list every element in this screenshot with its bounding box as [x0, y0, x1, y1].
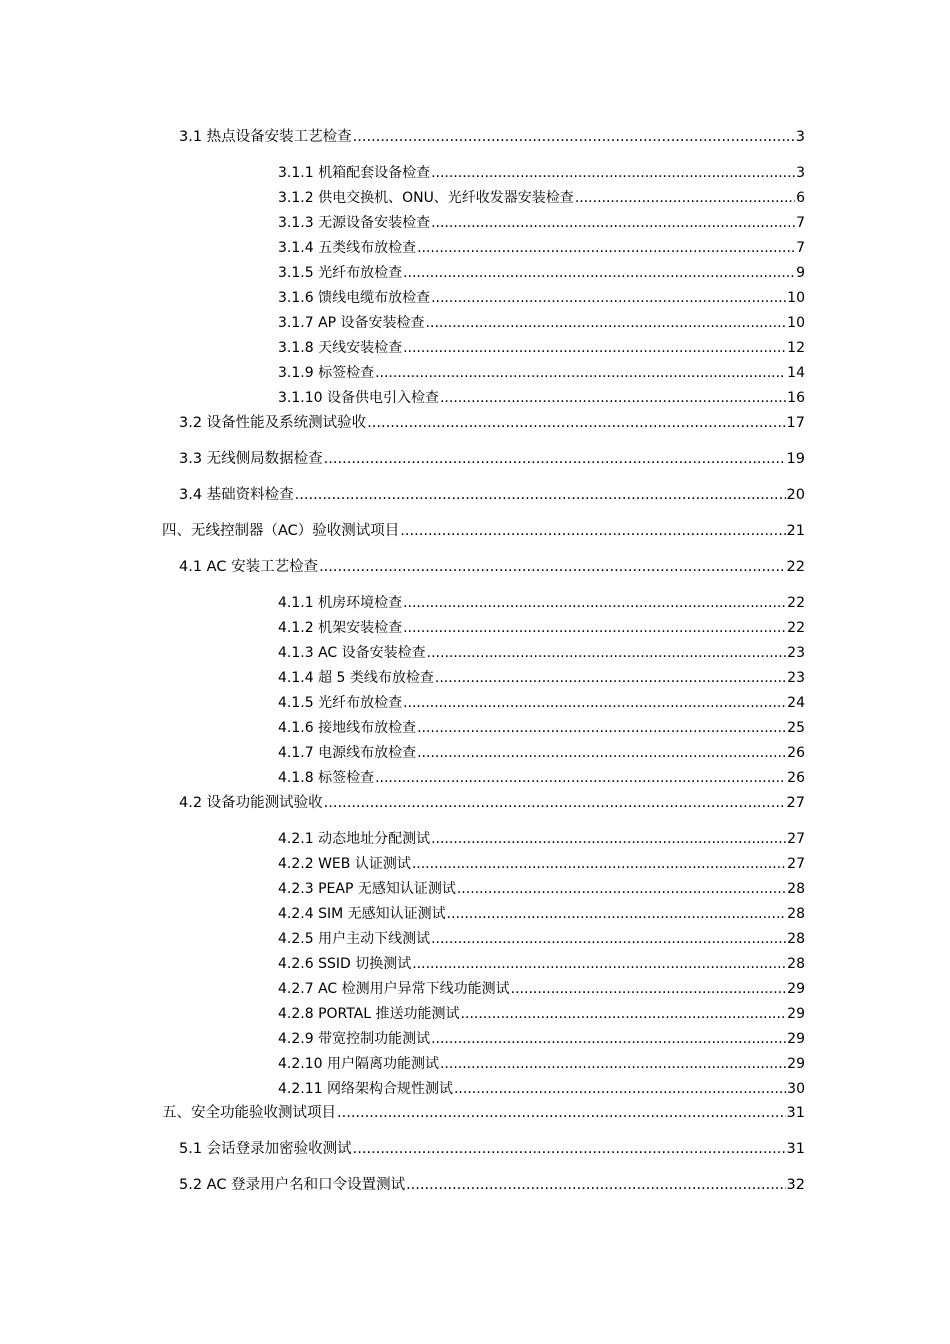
- toc-entry-title: 5.1 会话登录加密验收测试: [179, 1141, 352, 1157]
- toc-entry[interactable]: [278, 338, 805, 358]
- toc-entry-title: 4.2.3 PEAP 无感知认证测试: [278, 881, 456, 897]
- toc-entry-page: 7: [796, 240, 805, 256]
- toc-entry-page: 10: [787, 315, 805, 331]
- toc-entry[interactable]: [278, 1079, 805, 1099]
- toc-dot-leader: [440, 1054, 786, 1074]
- toc-dot-leader: [353, 127, 795, 147]
- toc-dot-leader: [337, 1103, 786, 1123]
- toc-entry-title: 4.2.4 SIM 无感知认证测试: [278, 906, 446, 922]
- toc-entry[interactable]: [278, 854, 805, 874]
- toc-entry-page: 27: [786, 795, 805, 811]
- toc-entry-title: 4.1.7 电源线布放检查: [278, 745, 417, 761]
- toc-entry-page: 3: [796, 165, 805, 181]
- toc-dot-leader: [367, 413, 785, 433]
- toc-entry-page: 7: [796, 215, 805, 231]
- toc-entry-page: 22: [787, 595, 805, 611]
- toc-dot-leader: [403, 593, 786, 613]
- toc-entry-title: 4.2.9 带宽控制功能测试: [278, 1031, 431, 1047]
- toc-entry-title: 4.2.11 网络架构合规性测试: [278, 1081, 453, 1097]
- toc-entry-title: 4.1.6 接地线布放检查: [278, 720, 417, 736]
- toc-dot-leader: [412, 954, 786, 974]
- toc-dot-leader: [417, 718, 786, 738]
- toc-entry[interactable]: [179, 793, 805, 813]
- toc-entry-page: 31: [786, 1141, 805, 1157]
- toc-entry-page: 14: [787, 365, 805, 381]
- toc-dot-leader: [461, 1004, 787, 1024]
- toc-dot-leader: [353, 1139, 786, 1159]
- toc-entry-title: 3.1.5 光纤布放检查: [278, 265, 403, 281]
- toc-entry[interactable]: [278, 163, 805, 183]
- toc-entry-page: 31: [786, 1105, 805, 1121]
- toc-dot-leader: [454, 1079, 786, 1099]
- toc-entry[interactable]: [278, 1029, 805, 1049]
- toc-entry-title: 3.1.6 馈线电缆布放检查: [278, 290, 431, 306]
- toc-dot-leader: [403, 618, 786, 638]
- toc-entry-page: 22: [787, 620, 805, 636]
- toc-entry[interactable]: [179, 1139, 805, 1159]
- toc-entry-title: 3.1.9 标签检查: [278, 365, 375, 381]
- toc-entry-title: 4.2.6 SSID 切换测试: [278, 956, 412, 972]
- toc-entry-title: 4.1.5 光纤布放检查: [278, 695, 403, 711]
- toc-dot-leader: [403, 338, 786, 358]
- toc-entry[interactable]: [278, 313, 805, 333]
- toc-dot-leader: [426, 313, 787, 333]
- toc-dot-leader: [375, 363, 786, 383]
- toc-entry-page: 27: [787, 856, 805, 872]
- toc-entry-page: 28: [787, 931, 805, 947]
- toc-entry[interactable]: [179, 449, 805, 469]
- toc-entry-page: 16: [787, 390, 805, 406]
- toc-entry-page: 28: [787, 881, 805, 897]
- toc-dot-leader: [431, 829, 786, 849]
- toc-entry[interactable]: [179, 413, 805, 433]
- toc-entry-title: 3.1.1 机箱配套设备检查: [278, 165, 431, 181]
- toc-entry-page: 29: [787, 1031, 805, 1047]
- toc-entry[interactable]: [278, 643, 805, 663]
- toc-entry-page: 29: [787, 981, 805, 997]
- toc-entry-page: 23: [787, 670, 805, 686]
- toc-entry-title: 3.1.7 AP 设备安装检查: [278, 315, 425, 331]
- toc-entry-title: 5.2 AC 登录用户名和口令设置测试: [179, 1177, 406, 1193]
- toc-entry[interactable]: [278, 954, 805, 974]
- toc-entry-title: 4.2.5 用户主动下线测试: [278, 931, 431, 947]
- toc-entry-page: 12: [787, 340, 805, 356]
- toc-entry[interactable]: [162, 1103, 805, 1123]
- toc-entry[interactable]: [278, 363, 805, 383]
- toc-entry[interactable]: [278, 929, 805, 949]
- toc-entry[interactable]: [278, 829, 805, 849]
- toc-entry-title: 3.1.8 天线安装检查: [278, 340, 403, 356]
- toc-entry-page: 32: [786, 1177, 805, 1193]
- toc-entry-page: 10: [787, 290, 805, 306]
- toc-entry-title: 3.1.3 无源设备安装检查: [278, 215, 431, 231]
- toc-entry[interactable]: [278, 593, 805, 613]
- toc-entry-page: 28: [787, 906, 805, 922]
- toc-entry-title: 4.1 AC 安装工艺检查: [179, 559, 319, 575]
- toc-entry[interactable]: [278, 879, 805, 899]
- toc-entry[interactable]: [278, 388, 805, 408]
- toc-entry-page: 9: [796, 265, 805, 281]
- toc-entry-page: 6: [796, 190, 805, 206]
- toc-entry-page: 26: [787, 770, 805, 786]
- toc-entry[interactable]: [278, 743, 805, 763]
- toc-entry-page: 29: [787, 1006, 805, 1022]
- toc-dot-leader: [295, 485, 786, 505]
- toc-dot-leader: [412, 854, 786, 874]
- toc-entry[interactable]: [278, 1004, 805, 1024]
- toc-entry-page: 29: [787, 1056, 805, 1072]
- toc-dot-leader: [375, 768, 786, 788]
- toc-entry[interactable]: [179, 557, 805, 577]
- toc-dot-leader: [511, 979, 787, 999]
- toc-entry[interactable]: [278, 904, 805, 924]
- toc-entry-title: 3.2 设备性能及系统测试验收: [179, 415, 367, 431]
- toc-entry-title: 3.3 无线侧局数据检查: [179, 451, 323, 467]
- toc-dot-leader: [431, 163, 795, 183]
- toc-entry[interactable]: [278, 718, 805, 738]
- toc-dot-leader: [431, 1029, 786, 1049]
- toc-dot-leader: [447, 904, 787, 924]
- toc-entry-title: 3.1.4 五类线布放检查: [278, 240, 417, 256]
- toc-entry-title: 4.2.7 AC 检测用户异常下线功能测试: [278, 981, 510, 997]
- toc-entry-page: 17: [786, 415, 805, 431]
- toc-entry-page: 19: [786, 451, 805, 467]
- toc-entry[interactable]: [179, 127, 805, 147]
- toc-dot-leader: [417, 743, 786, 763]
- toc-entry-title: 4.1.3 AC 设备安装检查: [278, 645, 426, 661]
- toc-dot-leader: [324, 793, 786, 813]
- toc-dot-leader: [431, 288, 786, 308]
- toc-entry[interactable]: [278, 693, 805, 713]
- toc-entry-title: 3.1.2 供电交换机、ONU、光纤收发器安装检查: [278, 190, 574, 206]
- toc-entry-title: 4.1.2 机架安装检查: [278, 620, 403, 636]
- toc-entry-page: 22: [786, 559, 805, 575]
- toc-entry[interactable]: [179, 1175, 805, 1195]
- toc-dot-leader: [403, 263, 795, 283]
- toc-entry-page: 20: [786, 487, 805, 503]
- toc-dot-leader: [403, 693, 786, 713]
- toc-entry[interactable]: [278, 213, 805, 233]
- toc-dot-leader: [431, 213, 795, 233]
- toc-entry-page: 23: [787, 645, 805, 661]
- toc-entry-title: 4.1.8 标签检查: [278, 770, 375, 786]
- toc-entry[interactable]: [278, 1054, 805, 1074]
- toc-entry-title: 五、安全功能验收测试项目: [162, 1105, 336, 1121]
- toc-entry[interactable]: [278, 979, 805, 999]
- toc-dot-leader: [457, 879, 786, 899]
- toc-entry-title: 4.2.1 动态地址分配测试: [278, 831, 431, 847]
- toc-entry[interactable]: [162, 521, 805, 541]
- toc-dot-leader: [440, 388, 786, 408]
- toc-entry-page: 28: [787, 956, 805, 972]
- toc-dot-leader: [431, 929, 786, 949]
- toc-entry-title: 4.2.8 PORTAL 推送功能测试: [278, 1006, 460, 1022]
- toc-entry-title: 3.1.10 设备供电引入检查: [278, 390, 439, 406]
- toc-entry[interactable]: [278, 238, 805, 258]
- toc-entry[interactable]: [278, 768, 805, 788]
- toc-entry-title: 4.2.2 WEB 认证测试: [278, 856, 411, 872]
- toc-entry-page: 27: [787, 831, 805, 847]
- toc-entry-page: 21: [786, 523, 805, 539]
- toc-dot-leader: [427, 643, 787, 663]
- toc-entry[interactable]: [278, 263, 805, 283]
- toc-entry-title: 4.1.1 机房环境检查: [278, 595, 403, 611]
- toc-entry-title: 四、无线控制器（AC）验收测试项目: [162, 523, 400, 539]
- toc-dot-leader: [575, 188, 795, 208]
- toc-entry[interactable]: [278, 618, 805, 638]
- toc-dot-leader: [406, 1175, 785, 1195]
- toc-dot-leader: [319, 557, 785, 577]
- toc-entry-title: 4.2 设备功能测试验收: [179, 795, 323, 811]
- toc-dot-leader: [417, 238, 795, 258]
- toc-entry-title: 3.1 热点设备安装工艺检查: [179, 129, 352, 145]
- toc-entry-page: 25: [787, 720, 805, 736]
- toc-entry-page: 24: [787, 695, 805, 711]
- toc-entry-title: 4.1.4 超 5 类线布放检查: [278, 670, 434, 686]
- toc-entry-page: 26: [787, 745, 805, 761]
- toc-entry-title: 3.4 基础资料检查: [179, 487, 294, 503]
- toc-entry-title: 4.2.10 用户隔离功能测试: [278, 1056, 439, 1072]
- toc-dot-leader: [324, 449, 786, 469]
- toc-dot-leader: [435, 668, 786, 688]
- toc-entry[interactable]: [278, 188, 805, 208]
- toc-entry[interactable]: [179, 485, 805, 505]
- toc-entry-page: 3: [795, 129, 805, 145]
- toc-entry[interactable]: [278, 288, 805, 308]
- toc-entry-page: 30: [787, 1081, 805, 1097]
- toc-entry[interactable]: [278, 668, 805, 688]
- toc-dot-leader: [400, 521, 785, 541]
